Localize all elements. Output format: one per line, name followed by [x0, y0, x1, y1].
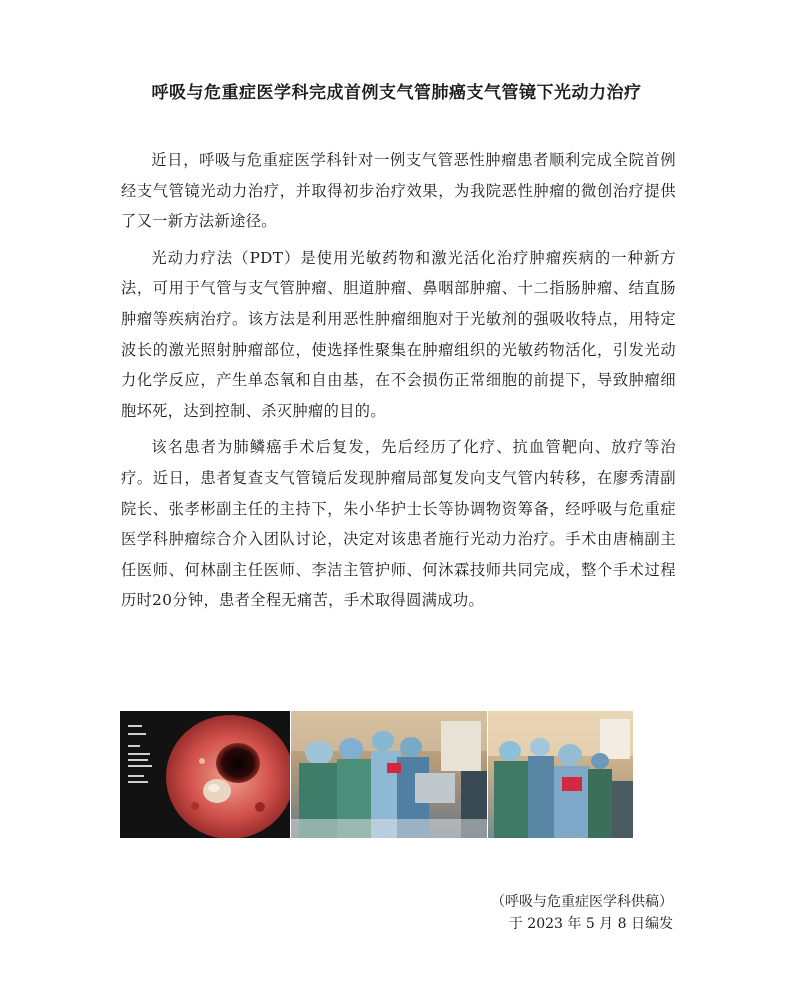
operating-room-photo-1	[291, 711, 487, 838]
paragraph-1: 近日，呼吸与危重症医学科针对一例支气管恶性肿瘤患者顺利完成全院首例经支气管镜光动力治疗，并取得初步治疗效果，为我院恶性肿瘤的微创治疗提供了又一新方法新途径。	[121, 151, 676, 231]
photo-strip	[120, 711, 633, 838]
source-credit: （呼吸与危重症医学科供稿）	[491, 894, 673, 910]
article-body	[121, 145, 676, 622]
bronchoscope-image	[120, 711, 290, 838]
paragraph-2: 光动力疗法（PDT）是使用光敏药物和激光活化治疗肿瘤疾病的一种新方法，可用于气管与支气管肿瘤、胆道肿瘤、鼻咽部肿瘤、十二指肠肿瘤、结直肠肿瘤等疾病治疗。该方法是利用恶性肿瘤细胞对于光敏剂的强吸收特点，用特定波长的激光照射肿瘤部位，使选择性聚集在肿瘤组织的光敏药物活化，引发光动力化学反应，产生单态氧和自由基，在不会损伤正常细胞的前提下，导致肿瘤细胞坏死，达到控制、杀灭肿瘤的目的。	[121, 248, 676, 420]
paragraph-3: 该名患者为肺鳞癌手术后复发，先后经历了化疗、抗血管靶向、放疗等治疗。近日，患者复查支气管镜后发现肿瘤局部复发向支气管内转移，在廖秀清副院长、张孝彬副主任的主持下，朱小华护士长等协调物资筹备，经呼吸与危重症医学科肿瘤综合介入团队讨论，决定对该患者施行光动力治疗。手术由唐楠副主任医师、何林副主任医师、李洁主管护师、何沐霖技师共同完成，整个手术过程历时20分钟，患者全程无痛苦，手术取得圆满成功。	[121, 438, 676, 610]
operating-room-photo-2	[488, 711, 633, 838]
article-title: 呼吸与危重症医学科完成首例支气管肺癌支气管镜下光动力治疗	[151, 83, 642, 103]
publish-date: 于 2023 年 5 月 8 日编发	[508, 916, 673, 932]
